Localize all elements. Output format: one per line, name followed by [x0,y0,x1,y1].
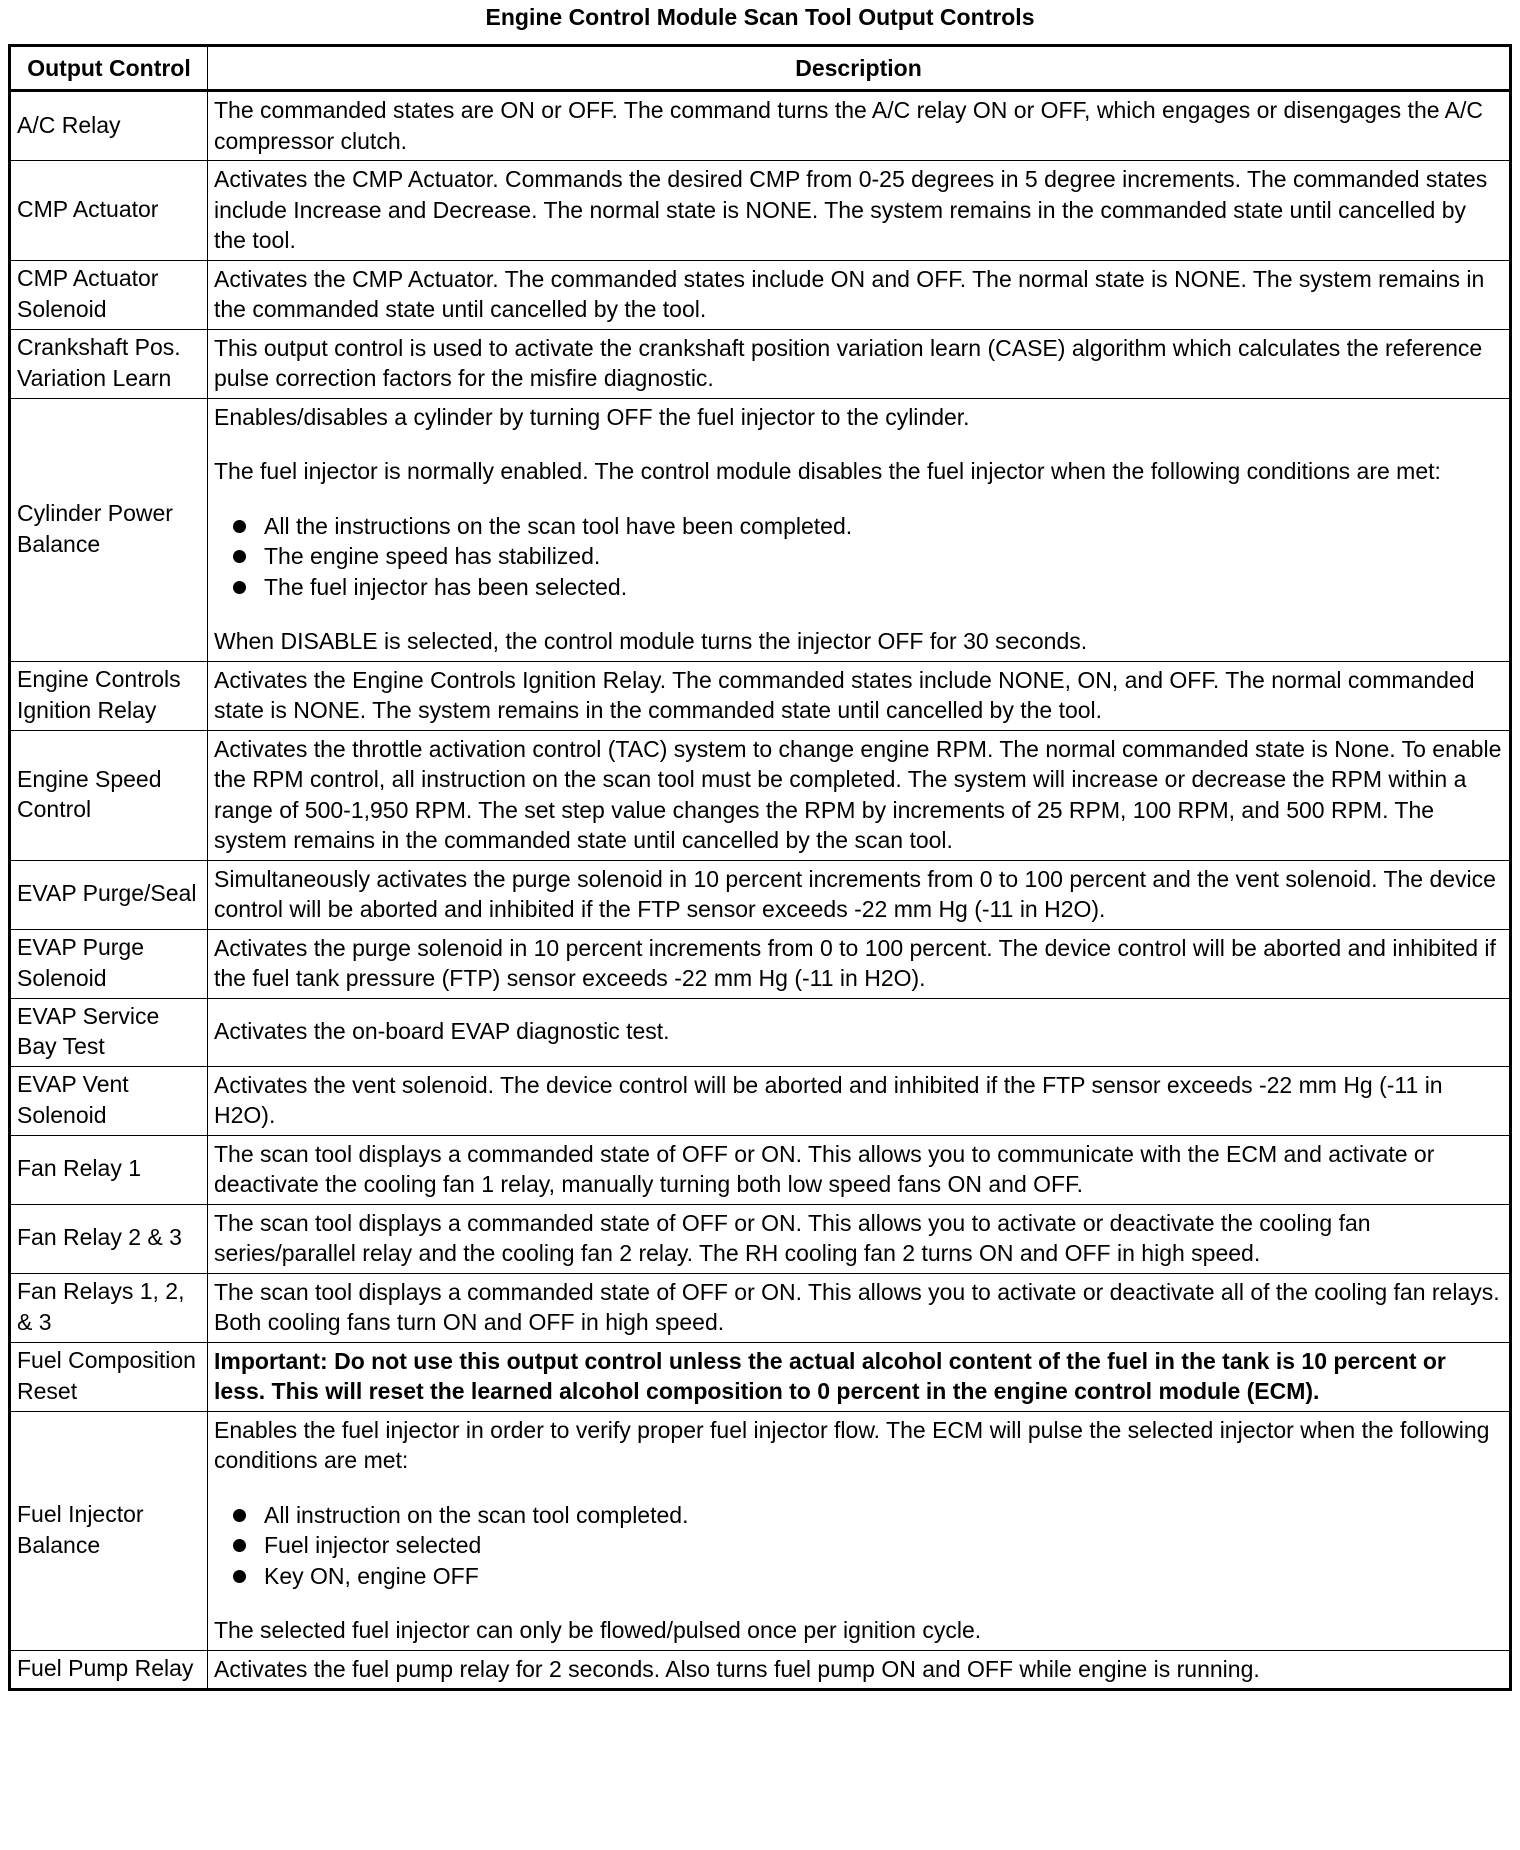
description-paragraph: Activates the throttle activation control (TAC) system to change engine RPM. The normal commanded state is None. To enable the RPM control, all instruction on the scan tool must be completed. The system will increase or decrease the RPM within a range of 500-1,950 RPM. The set step value changes the RPM by increments of 25 RPM, 100 RPM, and 500 RPM. The system remains in the commanded state until cancelled by the scan tool. [214,735,1502,853]
description-cell [208,1650,1511,1690]
output-control-cell: EVAP Vent Solenoid [10,1066,208,1135]
output-control-cell: EVAP Purge Solenoid [10,929,208,998]
bullet-list [214,1500,1503,1592]
table-row [10,260,1511,329]
output-control-cell: Fan Relays 1, 2, & 3 [10,1273,208,1342]
table-row [10,1135,1511,1204]
table-row [10,398,1511,661]
table-row [10,91,1511,161]
output-control-cell: CMP Actuator [10,161,208,261]
table-row [10,998,1511,1066]
output-control-cell: Fan Relay 1 [10,1135,208,1204]
description-paragraph: Enables the fuel injector in order to verify proper fuel injector flow. The ECM will pulse the selected injector when the following conditions are met: [214,1416,1490,1473]
description-cell [208,998,1511,1066]
output-control-cell: Crankshaft Pos. Variation Learn [10,329,208,398]
header-description: Description [208,46,1511,91]
description-paragraph: Activates the Engine Controls Ignition Relay. The commanded states include NONE, ON, and OFF. The normal commanded state is NONE. The system remains in the commanded state until cancelled by the tool. [214,666,1475,723]
table-row [10,1411,1511,1650]
description-cell [208,1204,1511,1273]
description-paragraph: The scan tool displays a commanded state of OFF or ON. This allows you to communicate with the ECM and activate or deactivate the cooling fan 1 relay, manually turning both low speed fans ON and OFF. [214,1140,1435,1197]
output-control-cell: CMP Actuator Solenoid [10,260,208,329]
output-control-cell: Fan Relay 2 & 3 [10,1204,208,1273]
output-control-cell: Fuel Pump Relay [10,1650,208,1690]
table-row [10,1273,1511,1342]
description-paragraph: When DISABLE is selected, the control module turns the injector OFF for 30 seconds. [214,628,1088,654]
description-cell [208,260,1511,329]
table-row [10,730,1511,860]
output-control-cell: Cylinder Power Balance [10,398,208,661]
table-row [10,1066,1511,1135]
description-cell [208,161,1511,261]
description-cell [208,1135,1511,1204]
description-cell [208,398,1511,661]
bullet-list [214,511,1503,603]
bullet-item: Key ON, engine OFF [228,1561,1503,1592]
description-cell [208,929,1511,998]
bullet-item: All the instructions on the scan tool have been completed. [228,511,1503,542]
output-control-cell: EVAP Service Bay Test [10,998,208,1066]
description-cell [208,860,1511,929]
output-control-cell: Engine Speed Control [10,730,208,860]
description-cell [208,1411,1511,1650]
table-row [10,1650,1511,1690]
description-paragraph: Activates the fuel pump relay for 2 seconds. Also turns fuel pump ON and OFF while engine is running. [214,1655,1260,1682]
description-paragraph: The scan tool displays a commanded state of OFF or ON. This allows you to activate or deactivate all of the cooling fan relays. Both cooling fans turn ON and OFF in high speed. [214,1278,1500,1335]
description-cell [208,329,1511,398]
description-paragraph: The selected fuel injector can only be flowed/pulsed once per ignition cycle. [214,1617,982,1643]
table-row [10,161,1511,261]
table-row [10,1342,1511,1411]
header-row [10,46,1511,91]
description-paragraph: Simultaneously activates the purge solenoid in 10 percent increments from 0 to 100 percent and the vent solenoid. The device control will be aborted and inhibited if the FTP sensor exceeds -22 mm Hg (-11 in H2O). [214,865,1496,922]
table-row [10,1204,1511,1273]
table-title: Engine Control Module Scan Tool Output Controls [485,4,1035,30]
table-row [10,661,1511,730]
description-paragraph: Activates the vent solenoid. The device control will be aborted and inhibited if the FTP sensor exceeds -22 mm Hg (-11 in H2O). [214,1071,1443,1128]
output-control-cell: Fuel Injector Balance [10,1411,208,1650]
description-cell [208,1342,1511,1411]
description-cell [208,730,1511,860]
header-output-control: Output Control [10,46,208,91]
description-paragraph: Enables/disables a cylinder by turning OFF the fuel injector to the cylinder. [214,403,970,430]
output-control-cell: EVAP Purge/Seal [10,860,208,929]
description-cell [208,91,1511,161]
bullet-item: The fuel injector has been selected. [228,572,1503,603]
bullet-item: All instruction on the scan tool completed. [228,1500,1503,1531]
description-paragraph: Activates the CMP Actuator. Commands the desired CMP from 0-25 degrees in 5 degree increments. The commanded states include Increase and Decrease. The normal state is NONE. The system remains in the commanded state until cancelled by the tool. [214,166,1488,253]
bullet-item: The engine speed has stabilized. [228,541,1503,572]
output-controls-table [8,44,1512,1691]
description-cell [208,661,1511,730]
important-note: Important: Do not use this output control unless the actual alcohol content of the fuel in the tank is 10 percent or less. This will reset the learned alcohol composition to 0 percent in the engine control module (ECM). [214,1347,1446,1404]
description-paragraph: Activates the on-board EVAP diagnostic test. [214,1018,670,1045]
table-row [10,860,1511,929]
description-cell [208,1066,1511,1135]
description-paragraph: The fuel injector is normally enabled. The control module disables the fuel injector when the following conditions are met: [214,458,1441,484]
description-paragraph: Activates the CMP Actuator. The commanded states include ON and OFF. The normal state is NONE. The system remains in the commanded state until cancelled by the tool. [214,265,1485,322]
description-paragraph: Activates the purge solenoid in 10 percent increments from 0 to 100 percent. The device control will be aborted and inhibited if the fuel tank pressure (FTP) sensor exceeds -22 mm Hg (-11 in H2O). [214,934,1496,991]
table-row [10,329,1511,398]
output-control-cell: A/C Relay [10,91,208,161]
description-cell [208,1273,1511,1342]
description-paragraph: This output control is used to activate the crankshaft position variation learn (CASE) algorithm which calculates the reference pulse correction factors for the misfire diagnostic. [214,334,1483,391]
output-control-cell: Fuel Composition Reset [10,1342,208,1411]
output-control-cell: Engine Controls Ignition Relay [10,661,208,730]
bullet-item: Fuel injector selected [228,1530,1503,1561]
description-paragraph: The scan tool displays a commanded state of OFF or ON. This allows you to activate or deactivate the cooling fan series/parallel relay and the cooling fan 2 relay. The RH cooling fan 2 turns ON and OFF in high speed. [214,1209,1371,1266]
table-row [10,929,1511,998]
description-paragraph: The commanded states are ON or OFF. The command turns the A/C relay ON or OFF, which engages or disengages the A/C compressor clutch. [214,97,1483,154]
